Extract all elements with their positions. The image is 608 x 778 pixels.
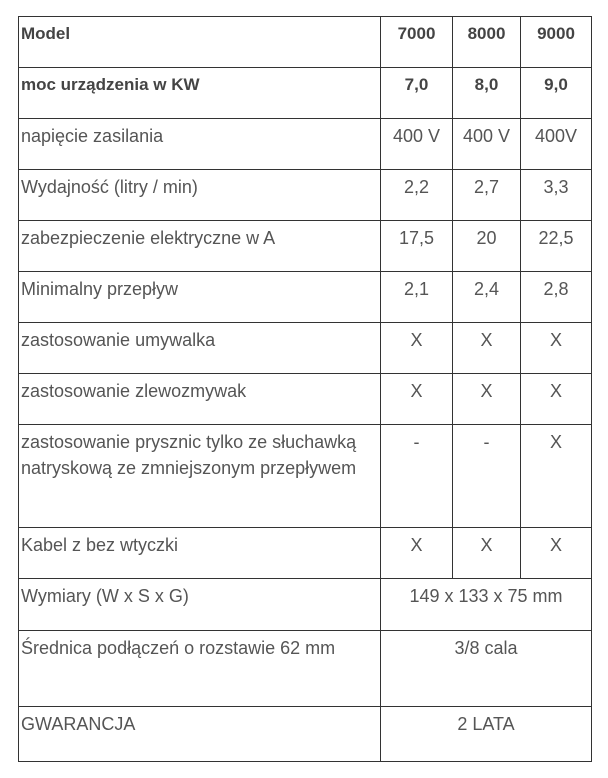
cell-9000: 9,0 [521,68,592,119]
cell-7000: X [381,323,453,374]
cell-9000: 2,8 [521,272,592,323]
row-label: zabezpieczenie elektryczne w A [19,221,381,272]
header-row [19,17,592,68]
table-row-washbasin [19,323,592,374]
row-label: Wymiary (W x S x G) [19,579,381,631]
cell-8000: 2,7 [453,170,521,221]
row-label: zastosowanie prysznic tylko ze słuchawką natryskową ze zmniejszonym przepływem [19,425,381,528]
cell-7000: 17,5 [381,221,453,272]
table-row-fuse [19,221,592,272]
cell-9000: 3,3 [521,170,592,221]
cell-9000: 400V [521,119,592,170]
table-row-connection-diameter [19,631,592,707]
table-row-flow-rate [19,170,592,221]
table-row-power [19,68,592,119]
cell-8000: 20 [453,221,521,272]
cell-8000: X [453,374,521,425]
row-label: GWARANCJA [19,707,381,762]
cell-7000: X [381,528,453,579]
row-label: Wydajność (litry / min) [19,170,381,221]
model-7000: 7000 [381,17,453,68]
cell-8000: - [453,425,521,528]
table-row-dimensions [19,579,592,631]
merged-value: 3/8 cala [381,631,592,707]
cell-8000: 2,4 [453,272,521,323]
cell-9000: 22,5 [521,221,592,272]
cell-7000: 7,0 [381,68,453,119]
cell-7000: X [381,374,453,425]
row-label: Minimalny przepływ [19,272,381,323]
table-row-warranty [19,707,592,762]
table-row-sink [19,374,592,425]
cell-8000: X [453,528,521,579]
row-label: Kabel z bez wtyczki [19,528,381,579]
cell-7000: 2,1 [381,272,453,323]
merged-value: 2 LATA [381,707,592,762]
cell-9000: X [521,374,592,425]
header-label: Model [19,17,381,68]
cell-9000: X [521,323,592,374]
spec-table [18,16,592,762]
row-label: napięcie zasilania [19,119,381,170]
table-row-cable [19,528,592,579]
merged-value: 149 x 133 x 75 mm [381,579,592,631]
cell-7000: 2,2 [381,170,453,221]
cell-7000: 400 V [381,119,453,170]
row-label: Średnica podłączeń o rozstawie 62 mm [19,631,381,707]
model-9000: 9000 [521,17,592,68]
cell-7000: - [381,425,453,528]
cell-9000: X [521,528,592,579]
table-row-shower [19,425,592,528]
cell-8000: X [453,323,521,374]
row-label: zastosowanie umywalka [19,323,381,374]
table-row-min-flow [19,272,592,323]
model-8000: 8000 [453,17,521,68]
cell-9000: X [521,425,592,528]
cell-8000: 400 V [453,119,521,170]
cell-8000: 8,0 [453,68,521,119]
row-label: moc urządzenia w KW [19,68,381,119]
table-row-voltage [19,119,592,170]
row-label: zastosowanie zlewozmywak [19,374,381,425]
